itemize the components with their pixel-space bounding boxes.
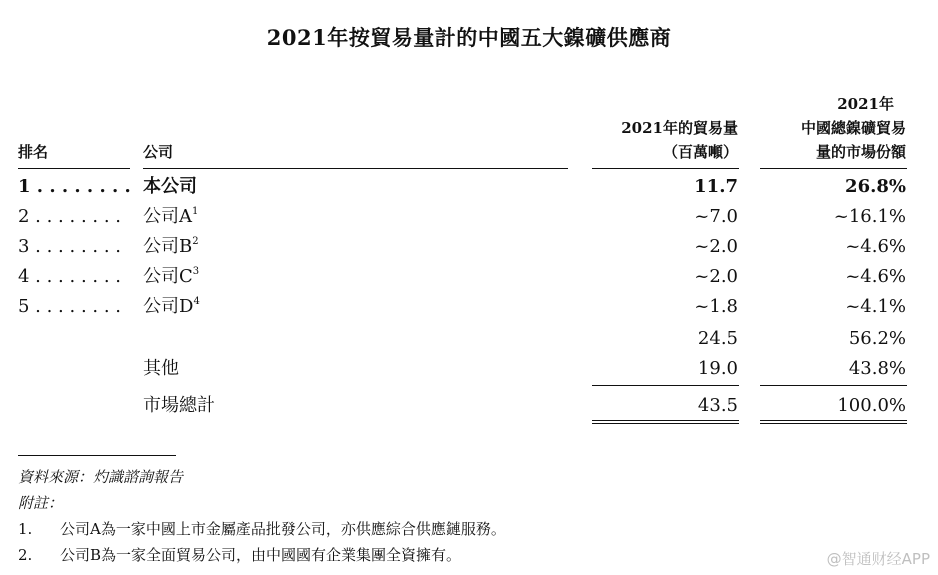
company-name: 公司A	[143, 206, 192, 227]
header-rule-rank	[18, 168, 130, 169]
footnote-marker: 3	[192, 266, 200, 277]
total-row	[0, 391, 938, 421]
header-share-line3: 量的市場份額	[815, 143, 906, 161]
footnote-marker: 1	[192, 206, 199, 217]
others-rule-share	[760, 385, 907, 386]
header-volume-line2: （百萬噸）	[662, 143, 738, 161]
rank-cell: 2 . . . . . . . .	[18, 206, 121, 227]
company-name: 公司B	[143, 236, 193, 257]
header-rank: 排名	[18, 143, 49, 161]
note-text: 公司B為一家全面貿易公司，由中國國有企業集團全資擁有。	[60, 546, 462, 564]
table-row	[0, 232, 938, 262]
company-name: 公司D	[143, 296, 194, 317]
note-number: 2.	[18, 546, 33, 564]
others-volume: 19.0	[697, 358, 738, 379]
source-note: 資料來源：灼識諮詢報告	[18, 468, 184, 486]
header-rule-company	[143, 168, 568, 169]
share-cell: ~4.1%	[845, 296, 906, 317]
header-company: 公司	[143, 143, 174, 161]
rank-cell: 1 . . . . . . . .	[18, 176, 131, 197]
company-cell	[143, 202, 198, 232]
rank-cell: 5 . . . . . . . .	[18, 296, 121, 317]
company-cell: 本公司	[143, 176, 197, 197]
table-row	[0, 292, 938, 322]
subtotal-share: 56.2%	[848, 328, 906, 349]
total-rule-share	[760, 420, 907, 424]
others-row	[0, 354, 938, 384]
others-share: 43.8%	[848, 358, 906, 379]
note-text: 公司A為一家中國上市金屬產品批發公司，亦供應綜合供應鏈服務。	[60, 520, 506, 538]
subtotal-volume: 24.5	[697, 328, 738, 349]
share-cell: ~4.6%	[845, 266, 906, 287]
footnote-separator	[18, 455, 176, 456]
others-label: 其他	[143, 358, 179, 379]
header-share-line2: 中國總鎳礦貿易	[800, 119, 906, 137]
total-rule-volume	[592, 420, 739, 424]
company-cell	[143, 232, 199, 262]
watermark: @智通财经APP	[826, 550, 930, 568]
table-row	[0, 262, 938, 292]
rank-cell: 3 . . . . . . . .	[18, 236, 121, 257]
note-number: 1.	[18, 520, 33, 538]
total-share: 100.0%	[837, 395, 906, 416]
total-label: 市場總計	[143, 395, 215, 416]
volume-cell: 11.7	[694, 176, 738, 197]
header-rule-volume	[592, 168, 739, 169]
rank-cell: 4 . . . . . . . .	[18, 266, 121, 287]
header-share-line1: 2021年	[837, 95, 894, 113]
company-name: 公司C	[143, 266, 193, 287]
share-cell: 26.8%	[845, 176, 906, 197]
header-rule-share	[760, 168, 907, 169]
volume-cell: ~2.0	[694, 236, 738, 257]
volume-cell: ~7.0	[694, 206, 738, 227]
table-title: 2021年按貿易量計的中國五大鎳礦供應商	[266, 25, 672, 50]
table-row	[0, 172, 938, 202]
header-volume-line1: 2021年的貿易量	[621, 119, 738, 137]
subtotal-row	[0, 324, 938, 354]
volume-cell: ~1.8	[694, 296, 738, 317]
remark-heading: 附註：	[18, 494, 64, 512]
table-row	[0, 202, 938, 232]
share-cell: ~4.6%	[845, 236, 906, 257]
company-cell	[143, 262, 199, 292]
footnote-marker: 2	[192, 236, 199, 247]
total-volume: 43.5	[697, 395, 738, 416]
others-rule-volume	[592, 385, 739, 386]
share-cell: ~16.1%	[833, 206, 906, 227]
volume-cell: ~2.0	[694, 266, 738, 287]
company-cell	[143, 292, 200, 322]
footnote-marker: 4	[193, 296, 200, 307]
